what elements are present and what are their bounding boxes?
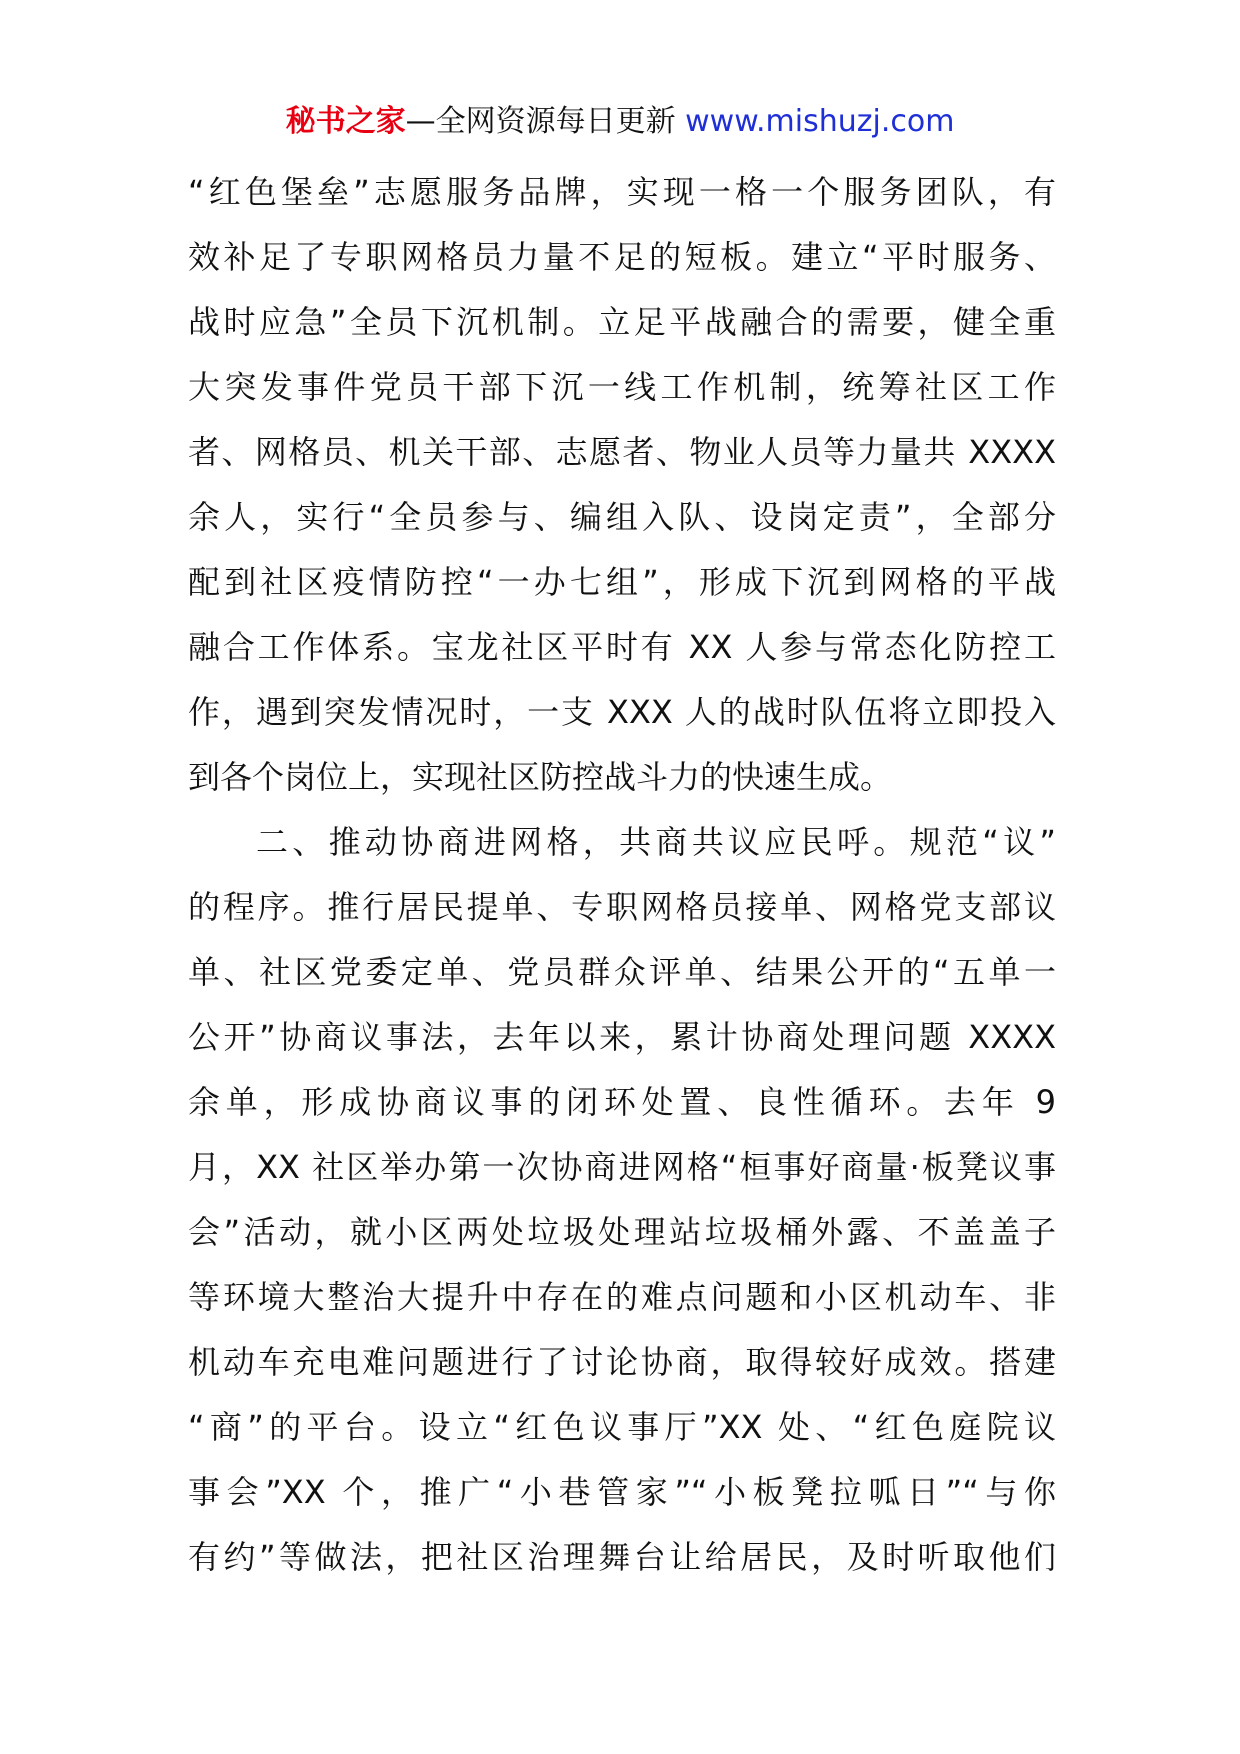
text-line: 融合工作体系。宝龙社区平时有 XX 人参与常态化防控工 [188,628,1056,666]
text-line: 会”活动，就小区两处垃圾处理站垃圾桶外露、不盖盖子 [188,1213,1056,1251]
text-line: 单、社区党委定单、党员群众评单、结果公开的“五单一 [188,953,1056,991]
text-line: 公开”协商议事法，去年以来，累计协商处理问题 XXXX [188,1018,1056,1056]
text-line: 大突发事件党员干部下沉一线工作机制，统筹社区工作 [188,368,1056,406]
site-brand: 秘书之家 [285,104,406,139]
text-line: 事会”XX 个，推广“小巷管家”“小板凳拉呱日”“与你 [188,1473,1056,1511]
text-line: 到各个岗位上，实现社区防控战斗力的快速生成。 [188,758,893,796]
text-line: 作，遇到突发情况时，一支 XXX 人的战时队伍将立即投入 [188,693,1056,731]
text-line: 余人，实行“全员参与、编组入队、设岗定责”，全部分 [188,498,1056,536]
text-line: 配到社区疫情防控“一办七组”，形成下沉到网格的平战 [188,563,1056,601]
page-header [0,100,1240,144]
document-body [188,160,1056,1590]
text-line: 者、网格员、机关干部、志愿者、物业人员等力量共 XXXX [188,433,1056,471]
text-line: 余单，形成协商议事的闭环处置、良性循环。去年 9 [188,1083,1056,1121]
section-heading-line: 二、推动协商进网格，共商共议应民呼。规范“议” [256,823,1056,861]
text-line: “商”的平台。设立“红色议事厅”XX 处、“红色庭院议 [188,1408,1056,1446]
text-line: 机动车充电难问题进行了讨论协商，取得较好成效。搭建 [188,1343,1056,1381]
text-line: 有约”等做法，把社区治理舞台让给居民，及时听取他们 [188,1538,1056,1576]
site-url[interactable]: www.mishuzj.com [685,104,955,139]
text-line: 战时应急”全员下沉机制。立足平战融合的需要，健全重 [188,303,1056,341]
text-line: 的程序。推行居民提单、专职网格员接单、网格党支部议 [188,888,1056,926]
site-tagline: —全网资源每日更新 [405,104,686,139]
text-line: 等环境大整治大提升中存在的难点问题和小区机动车、非 [188,1278,1056,1316]
text-line: 效补足了专职网格员力量不足的短板。建立“平时服务、 [188,238,1056,276]
text-line: 月，XX 社区举办第一次协商进网格“桓事好商量·板凳议事 [188,1148,1056,1186]
text-line: “红色堡垒”志愿服务品牌，实现一格一个服务团队，有 [188,173,1056,211]
